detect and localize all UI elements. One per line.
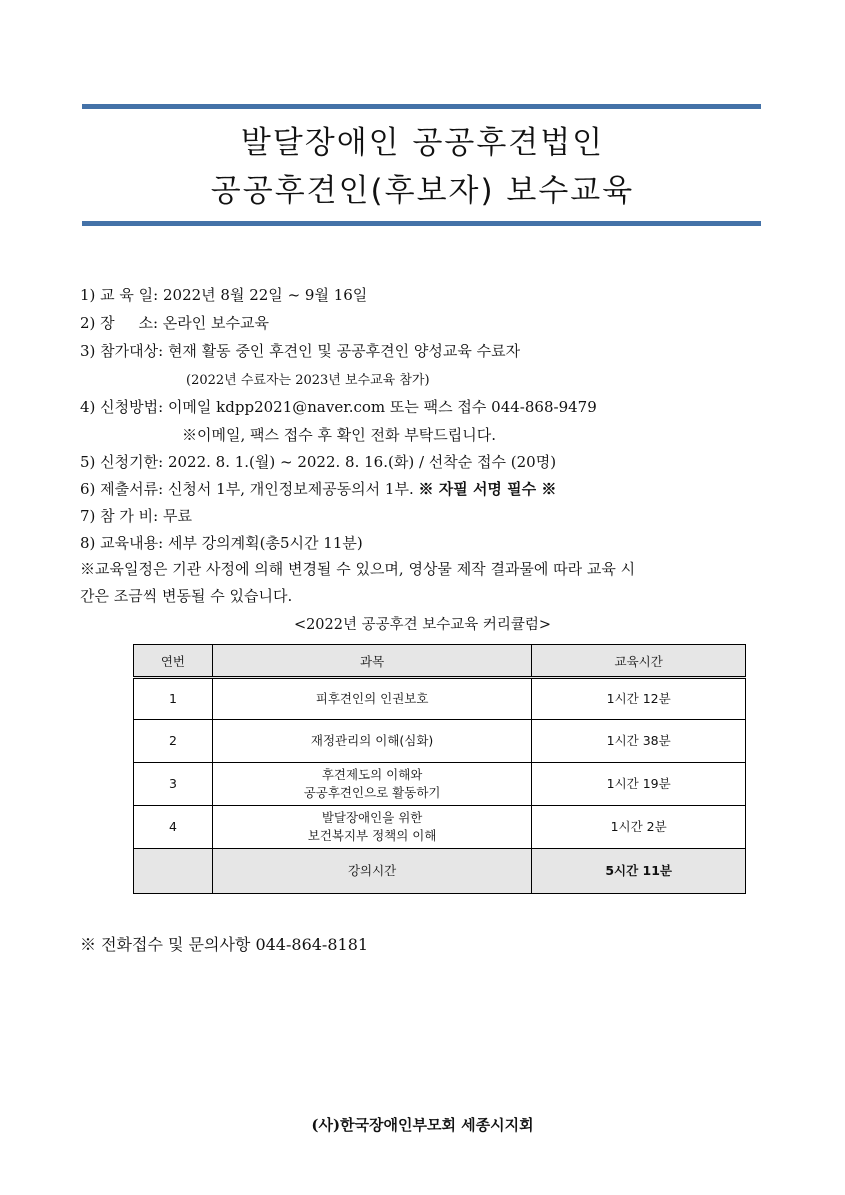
row-subject xyxy=(212,806,531,849)
table-row xyxy=(134,806,746,849)
info-method: 4) 신청방법: 이메일 kdpp2021@naver.com 또는 팩스 접수 044-868-9479 xyxy=(80,398,597,416)
info-period: 5) 신청기한: 2022. 8. 1.(월) ~ 2022. 8. 16.(화) / 선착순 접수 (20명) xyxy=(80,453,557,471)
curriculum-caption: <2022년 공공후견 보수교육 커리큘럼> xyxy=(293,617,552,633)
page-title-line2: 공공후견인(후보자) 보수교육 xyxy=(210,173,635,209)
row-subject xyxy=(212,720,531,763)
table-row xyxy=(134,720,746,763)
info-docs xyxy=(80,478,556,499)
row-time: 1시간 2분 xyxy=(532,806,746,849)
table-total-row xyxy=(134,849,746,894)
row-subject-line: 후견제도의 이해와 xyxy=(321,767,423,782)
table-row xyxy=(134,678,746,720)
info-method-note: ※이메일, 팩스 접수 후 확인 전화 부탁드립니다. xyxy=(182,426,496,444)
info-docs-emphasis: ※ 자필 서명 필수 ※ xyxy=(418,480,557,498)
row-no: 3 xyxy=(134,763,213,806)
row-no: 2 xyxy=(134,720,213,763)
info-docs-text: 6) 제출서류: 신청서 1부, 개인정보제공동의서 1부. xyxy=(80,480,419,498)
table-header-row xyxy=(134,645,746,678)
info-target: 3) 참가대상: 현재 활동 중인 후견인 및 공공후견인 양성교육 수료자 xyxy=(80,342,521,360)
organization-footer: (사)한국장애인부모회 세종시지회 xyxy=(311,1116,534,1134)
header-no: 연번 xyxy=(134,645,213,678)
info-fee: 7) 참 가 비: 무료 xyxy=(80,507,192,525)
info-content: 8) 교육내용: 세부 강의계획(총5시간 11분) xyxy=(80,534,363,552)
row-subject xyxy=(212,763,531,806)
info-edu-date: 1) 교 육 일: 2022년 8월 22일 ~ 9월 16일 xyxy=(80,286,368,304)
info-notice-line1: ※교육일정은 기관 사정에 의해 변경될 수 있으며, 영상물 제작 결과물에 따라 교육 시 xyxy=(80,560,636,578)
row-no: 1 xyxy=(134,678,213,720)
total-time: 5시간 11분 xyxy=(532,849,746,894)
row-subject-line: 공공후견인으로 활동하기 xyxy=(303,785,441,800)
header-time: 교육시간 xyxy=(532,645,746,678)
bottom-rule xyxy=(82,221,761,226)
contact-info: ※ 전화접수 및 문의사항 044-864-8181 xyxy=(80,935,369,954)
info-place: 2) 장 소: 온라인 보수교육 xyxy=(80,314,270,332)
table-row xyxy=(134,763,746,806)
header-subject: 과목 xyxy=(212,645,531,678)
row-subject-line: 보건복지부 정책의 이해 xyxy=(307,828,437,843)
row-time: 1시간 12분 xyxy=(532,678,746,720)
curriculum-table xyxy=(133,644,746,894)
row-time: 1시간 19분 xyxy=(532,763,746,806)
info-target-note: (2022년 수료자는 2023년 보수교육 참가) xyxy=(186,373,430,388)
row-subject-line: 재정관리의 이해(심화) xyxy=(310,733,434,748)
row-subject xyxy=(212,678,531,720)
row-no: 4 xyxy=(134,806,213,849)
total-no-cell xyxy=(134,849,213,894)
top-rule xyxy=(82,104,761,109)
info-notice-line2: 간은 조금씩 변동될 수 있습니다. xyxy=(80,587,293,605)
row-subject-line: 피후견인의 인권보호 xyxy=(315,691,429,706)
row-subject-line: 발달장애인을 위한 xyxy=(321,810,423,825)
page-title-line1: 발달장애인 공공후견법인 xyxy=(240,125,605,161)
total-label: 강의시간 xyxy=(212,849,531,894)
row-time: 1시간 38분 xyxy=(532,720,746,763)
